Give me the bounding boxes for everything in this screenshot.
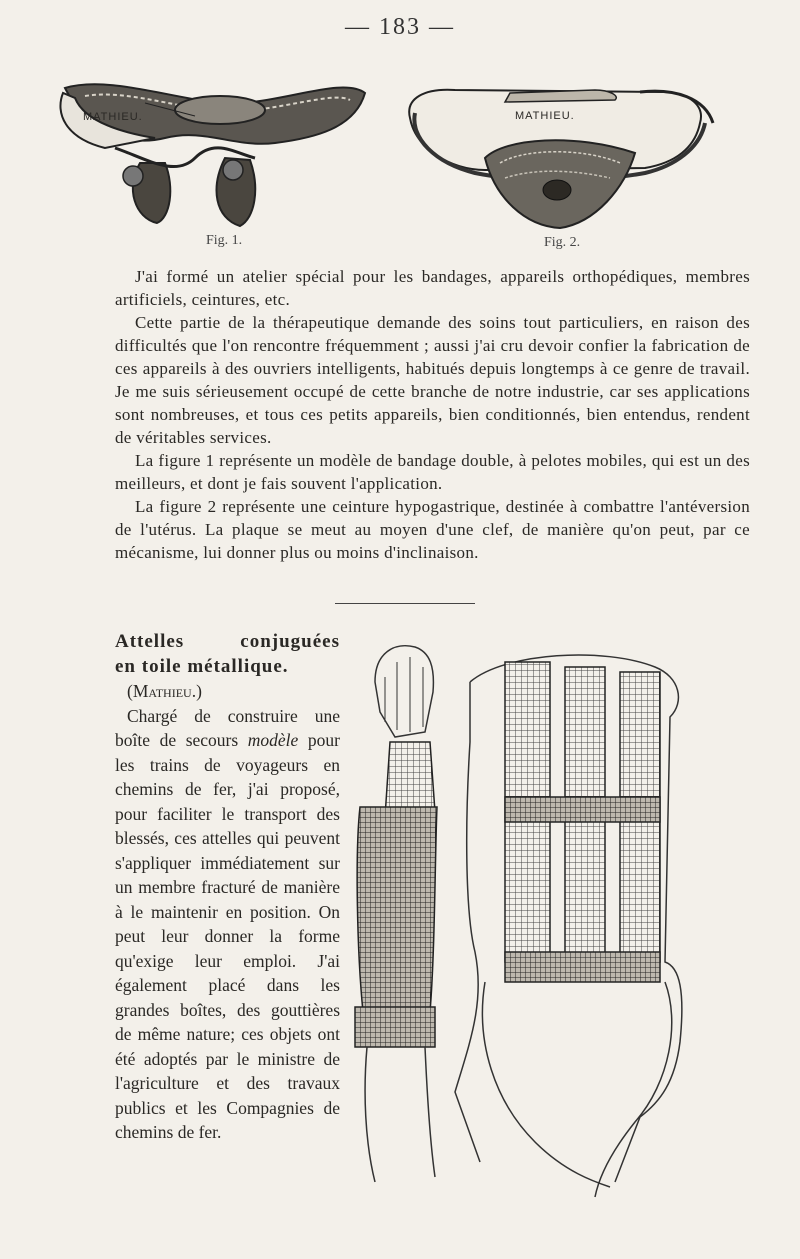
splints-drawing xyxy=(335,622,705,1237)
section-text-emphasis: modèle xyxy=(247,730,299,750)
section-text-part-2: pour les trains de voyageurs en chemins de fer, j'ai proposé, pour faciliter le transport des blessés, ces attelles qui peuvent s'appliquer immédiatement sur un membre fracturé de manière à le maintenir en position. On peut leur donner la forme qu'exige leur emploi. J'ai également placé dans les grandes boîtes, des gouttières de même nature; ces objets ont été adoptés par le ministre de l'agriculture et des travaux publics et les Compagnies de chemins de fer. xyxy=(115,730,340,1142)
paragraph-1: J'ai formé un atelier spécial pour les bandages, appareils orthopédiques, membres artificiels, ceintures, etc. xyxy=(115,267,750,309)
section-text-part-1: Chargé de construire une boîte de secours xyxy=(115,705,340,750)
figure-3-metallic-splints-illustration xyxy=(335,622,705,1237)
figure-2-hypogastric-belt-illustration xyxy=(395,78,715,238)
section-divider xyxy=(335,603,475,604)
truss-drawing xyxy=(45,78,375,238)
figure-2-maker-mark: MATHIEU. xyxy=(515,110,575,122)
section-body xyxy=(115,704,340,1145)
section-title: Attelles conjuguées xyxy=(115,631,340,652)
figure-1-maker-mark: MATHIEU. xyxy=(83,111,143,123)
paragraph-2: Cette partie de la thérapeutique demande des soins tout particuliers, en raison des difficultés que l'on rencontre fréquemment ; aussi j'ai cru devoir confier la fabrication de ces appareils à des ouvriers intelligents, habitués depuis longtemps à ce genre de travail. Je me suis sérieusement occupé de cette branche de notre industrie, car ses applications sont nombreuses, et tous ces petits appareils, bien conditionnés, bien entendus, rendent de véritables services. xyxy=(115,313,750,447)
figure-1-double-truss-illustration xyxy=(45,78,375,238)
figure-2-caption: Fig. 2. xyxy=(544,235,581,250)
belt-drawing xyxy=(395,78,715,238)
paragraph-4: La figure 2 représente une ceinture hypogastrique, destinée à combattre l'antéversion de l'utérus. La plaque se meut au moyen d'une clef, de manière qu'on peut, par ce mécanisme, lui donner plus ou moins d'inclinaison. xyxy=(115,497,750,562)
section-subtitle: en toile métallique. xyxy=(115,655,289,677)
figure-1-caption: Fig. 1. xyxy=(206,233,243,248)
page-number: — 183 — xyxy=(345,14,455,40)
body-text xyxy=(115,265,750,564)
splints-section xyxy=(115,630,340,1145)
section-author: (Mathieu.) xyxy=(127,681,202,701)
paragraph-3: La figure 1 représente un modèle de bandage double, à pelotes mobiles, qui est un des meilleurs, et dont je fais souvent l'application. xyxy=(115,451,750,493)
